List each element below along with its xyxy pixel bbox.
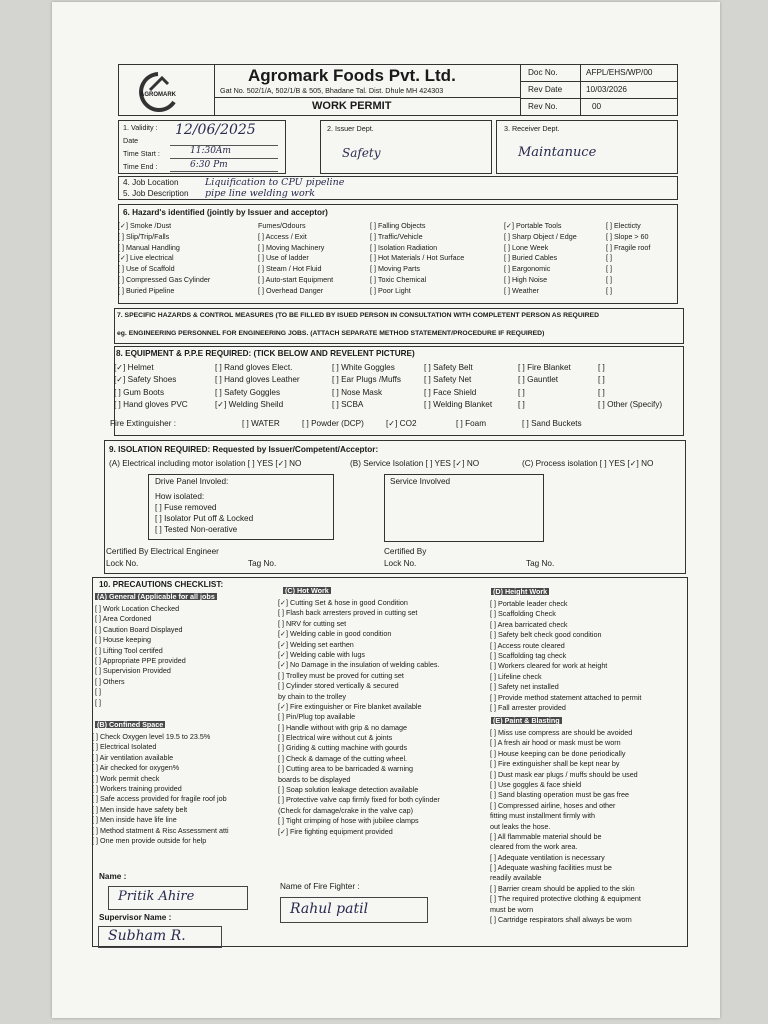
height-work-section-title: (D) Height Work <box>493 587 548 596</box>
hazard-option-4[interactable]: [ ] <box>606 253 612 263</box>
hot-work-check-17[interactable]: [ ] Cutting area to be barricaded & warning <box>278 764 414 774</box>
height-work-check-2[interactable]: [ ] Scaffolding Check <box>490 609 556 619</box>
hazard-option-3[interactable]: [ ] Lone Week <box>504 242 549 252</box>
general-check-3[interactable]: [ ] Caution Board Displayed <box>95 624 183 634</box>
date-value[interactable]: 12/06/2025 <box>175 122 256 138</box>
confined-check-4[interactable]: [ ] Air checked for oxygen% <box>92 763 180 773</box>
ppe-option-2[interactable]: [ ] <box>598 375 605 385</box>
hazard-option-4[interactable]: [ ] Use of ladder <box>258 253 309 263</box>
rev-date: 10/03/2026 <box>586 85 627 94</box>
hot-work-check-7[interactable]: [✓] No Damage in the insulation of welding cables. <box>278 660 440 670</box>
hazard-option-4[interactable]: [ ] Hot Materials / Hot Surface <box>370 253 465 263</box>
fire-sand-option[interactable]: [ ] Sand Buckets <box>522 419 582 428</box>
general-check-1[interactable]: [ ] Work Location Checked <box>95 604 180 613</box>
ppe-option-1[interactable]: [ ] Fire Blanket <box>518 363 571 372</box>
fire-water-option[interactable]: [ ] WATER <box>242 419 280 428</box>
hazard-option-5[interactable]: [ ] Use of Scaffold <box>118 264 175 274</box>
confined-checklist <box>92 733 229 847</box>
hazard-option-1[interactable]: [✓] Smoke /Dust <box>118 221 172 230</box>
fire-co2-option[interactable]: [✓] CO2 <box>386 419 417 428</box>
ppe-col-3 <box>332 364 401 414</box>
paint-check-13[interactable]: [ ] Adequate ventilation is necessary <box>490 852 605 862</box>
ppe-option-1[interactable]: [ ] Rand gloves Elect. <box>215 363 293 372</box>
paint-checklist <box>490 729 641 926</box>
hazards-col-3 <box>370 222 464 298</box>
height-work-check-4[interactable]: [ ] Safety belt check good condition <box>490 630 602 640</box>
hazard-option-5[interactable]: [ ] <box>606 264 612 274</box>
issuer-dept-value[interactable]: Safety <box>342 146 381 160</box>
job-box <box>118 176 678 200</box>
ppe-option-4[interactable]: [✓] Welding Sheild <box>215 400 284 410</box>
hazard-option-2[interactable]: [ ] Traffic/Vehicle <box>370 231 423 241</box>
ppe-col-1 <box>114 364 188 414</box>
supervisor-value: Subham R. <box>108 928 186 944</box>
height-work-check-8[interactable]: [ ] Lifeline check <box>490 671 542 681</box>
hazard-option-7[interactable]: [ ] Poor Light <box>370 285 411 295</box>
confined-check-10[interactable]: [ ] Method statment & Risc Assessment atti <box>92 825 229 835</box>
paint-section-title: (E) Paint & Blasting <box>493 716 560 725</box>
hot-work-check-4[interactable]: [✓] Welding cable in good condition <box>278 629 392 639</box>
ppe-option-1[interactable]: [ ] Safety Belt <box>424 363 473 372</box>
paint-check-15[interactable]: readily available <box>490 873 542 883</box>
tag-no-label-2: Tag No. <box>526 559 555 568</box>
hot-work-check-23[interactable]: [✓] Fire fighting equipment provided <box>278 826 393 836</box>
doc-no: AFPL/EHS/WP/00 <box>586 68 653 77</box>
paint-check-18[interactable]: must be worn <box>490 904 534 914</box>
hazard-option-4[interactable]: [✓] Live electrical <box>118 253 174 263</box>
rev-no-label: Rev No. <box>528 102 558 111</box>
ppe-title: 8. EQUIPMENT & P.P.E REQUIRED: (TICK BELOW AND REVELENT PICTURE) <box>116 349 415 358</box>
ppe-option-1[interactable]: [✓] Helmet <box>114 363 154 372</box>
hazard-option-1[interactable]: [ ] Falling Objects <box>370 221 426 230</box>
time-start-label: Time Start : <box>123 149 160 158</box>
company-name: Agromark Foods Pvt. Ltd. <box>248 66 456 85</box>
paint-check-3[interactable]: [ ] House keeping can be done periodically <box>490 748 626 758</box>
confined-check-8[interactable]: [ ] Men inside have safety belt <box>92 804 188 814</box>
certified-by-label: Certified By <box>384 547 427 556</box>
confined-check-2[interactable]: [ ] Electrical Isolated <box>92 742 157 752</box>
paint-check-12[interactable]: cleared from the work area. <box>490 842 578 852</box>
ppe-col-5 <box>518 364 571 414</box>
how-isolated-label: How isolated: <box>155 492 205 501</box>
receiver-dept-label: 3. Receiver Dept. <box>504 124 560 133</box>
general-check-4[interactable]: [ ] House keeping <box>95 635 151 645</box>
general-check-9[interactable]: [ ] <box>95 687 101 697</box>
supervisor-label: Supervisor Name : <box>99 913 172 922</box>
fire-fighter-label: Name of Fire Fighter : <box>280 882 360 891</box>
form-title: WORK PERMIT <box>312 100 392 112</box>
hazard-option-1[interactable]: [ ] Electicty <box>606 221 641 230</box>
confined-check-11[interactable]: [ ] One men provide outside for help <box>92 835 207 845</box>
ppe-option-2[interactable]: [✓] Safety Shoes <box>114 375 177 385</box>
paint-check-19[interactable]: [ ] Cartridge respirators shall always be worn <box>490 915 632 925</box>
paint-check-14[interactable]: [ ] Adequate washing facilities must be <box>490 863 612 873</box>
hot-work-check-9[interactable]: [ ] Cylinder stored vertically & secured <box>278 681 399 691</box>
specific-hazards-line-1: 7. SPECIFIC HAZARDS & CONTROL MEASURES (TO BE FILLED BY ISUED PERSON IN CONSULTATION WITH COMPLETENT PERSON AS REQUIRED <box>117 312 599 319</box>
hot-work-check-1[interactable]: [✓] Cutting Set & hose in good Condition <box>278 598 408 607</box>
name-value: Pritik Ahire <box>118 889 195 904</box>
hazard-option-3[interactable]: [ ] Manual Handling <box>118 242 180 252</box>
hazard-option-7[interactable]: [ ] Overhead Danger <box>258 285 324 295</box>
ppe-option-4[interactable]: [ ] SCBA <box>332 400 364 410</box>
job-description-value[interactable]: pipe line welding work <box>205 188 315 199</box>
rev-date-label: Rev Date <box>528 85 563 94</box>
tested-option[interactable]: [ ] Tested Non-oerative <box>155 525 238 534</box>
general-check-5[interactable]: [ ] Lifting Tool certifed <box>95 645 163 655</box>
hazard-option-7[interactable]: [ ] <box>606 285 612 295</box>
height-work-check-9[interactable]: [ ] Safety net installed <box>490 682 559 692</box>
fire-powder-option[interactable]: [ ] Powder (DCP) <box>302 419 364 428</box>
hazards-col-5 <box>606 222 650 298</box>
confined-check-9[interactable]: [ ] Men inside have life line <box>92 815 177 825</box>
height-work-checklist <box>490 600 641 714</box>
ppe-option-2[interactable]: [ ] Ear Plugs /Muffs <box>332 375 402 385</box>
hazard-option-7[interactable]: [ ] Weather <box>504 285 540 295</box>
hot-work-checklist <box>278 599 440 838</box>
height-work-check-1[interactable]: [ ] Portable leader check <box>490 599 568 608</box>
confined-check-6[interactable]: [ ] Workers training provided <box>92 783 182 793</box>
height-work-check-6[interactable]: [ ] Scaffolding tag check <box>490 650 567 660</box>
time-end-value[interactable]: 6:30 Pm <box>190 160 228 170</box>
rev-no: 00 <box>592 102 602 111</box>
confined-check-1[interactable]: [ ] Check Oxygen level 19.5 to 23.5% <box>92 732 211 741</box>
paint-check-17[interactable]: [ ] The required protective clothing & equipment <box>490 894 641 904</box>
isolation-title: 9. ISOLATION REQUIRED: Requested by Issuer/Competent/Acceptor: <box>109 445 379 454</box>
general-check-7[interactable]: [ ] Supervision Provided <box>95 666 171 676</box>
logo-text: AGROMARK <box>140 92 176 98</box>
ppe-col-6 <box>598 364 662 414</box>
ppe-option-4[interactable]: [ ] Hand gloves PVC <box>114 400 188 410</box>
hot-work-check-19[interactable]: [ ] Soap solution leakage detection available <box>278 785 419 795</box>
hot-work-check-15[interactable]: [ ] Griding & cutting machine with gourds <box>278 743 408 753</box>
ppe-option-2[interactable]: [ ] Hand gloves Leather <box>215 375 300 385</box>
hazard-option-7[interactable]: [ ] Buried Pipeline <box>118 285 175 295</box>
ppe-option-2[interactable]: [ ] Safety Net <box>424 375 472 385</box>
hazard-option-3[interactable]: [ ] Moving Machinery <box>258 242 325 252</box>
paint-check-4[interactable]: [ ] Fire extinguisher shall be kept near by <box>490 759 620 769</box>
hot-work-check-6[interactable]: [✓] Welding cable with lugs <box>278 649 365 659</box>
hazard-option-6[interactable]: [ ] Auto-start Equipment <box>258 274 334 284</box>
paint-check-6[interactable]: [ ] Use goggles & face shield <box>490 779 582 789</box>
ppe-option-3[interactable]: [ ] Nose Mask <box>332 387 383 397</box>
time-start-value[interactable]: 11:30Am <box>190 146 231 156</box>
hot-work-check-12[interactable]: [ ] Pin/Plug top available <box>278 712 356 722</box>
ppe-option-3[interactable]: [ ] Face Shield <box>424 387 477 397</box>
electrical-isolation[interactable]: (A) Electrical including motor isolation [ ] YES [✓] NO <box>109 459 302 468</box>
hazards-col-1 <box>118 222 210 298</box>
hazard-option-2[interactable]: [ ] Slope > 60 <box>606 231 649 241</box>
hot-work-section-title: (C) Hot Work <box>285 586 329 595</box>
name-label: Name : <box>99 872 127 881</box>
confined-check-5[interactable]: [ ] Work permit check <box>92 773 160 783</box>
hazard-option-3[interactable]: [ ] Fragile roof <box>606 242 651 252</box>
doc-no-label: Doc No. <box>528 68 558 77</box>
general-section-title: (A) General (Applicable for all jobs <box>97 592 215 601</box>
confined-check-7[interactable]: [ ] Safe access provided for fragile roof job <box>92 794 227 804</box>
fire-fighter-value: Rahul patil <box>290 901 369 917</box>
ppe-option-3[interactable]: [ ] Safety Goggles <box>215 387 281 397</box>
company-address: Gat No. 502/1/A, 502/1/B & 505, Bhadane Tal. Dist. Dhule MH 424303 <box>220 86 444 95</box>
hazard-option-5[interactable]: [ ] Steam / Hot Fluid <box>258 264 322 274</box>
ppe-option-3[interactable]: [ ] <box>518 387 525 397</box>
hazard-option-5[interactable]: [ ] Moving Parts <box>370 264 420 274</box>
confined-check-3[interactable]: [ ] Air ventilation available <box>92 752 174 762</box>
ppe-col-4 <box>424 364 492 414</box>
fire-extinguisher-label: Fire Extinguisher : <box>110 419 176 428</box>
agromark-logo-icon <box>128 68 208 112</box>
ppe-option-3[interactable]: [ ] <box>598 387 605 397</box>
service-involved-label: Service Involved <box>390 477 451 486</box>
hot-work-check-14[interactable]: [ ] Electrical wire without cut & joints <box>278 733 393 743</box>
paint-check-11[interactable]: [ ] All flammable material should be <box>490 831 602 841</box>
receiver-dept-value[interactable]: Maintanuce <box>518 145 597 160</box>
tag-no-label-1: Tag No. <box>248 559 277 568</box>
process-isolation[interactable]: (C) Process isolation [ ] YES [✓] NO <box>522 459 654 468</box>
hot-work-check-20[interactable]: [ ] Protective valve cap firmly fixed for both cylinder <box>278 795 440 805</box>
paint-check-10[interactable]: out leaks the hose. <box>490 821 551 831</box>
general-check-2[interactable]: [ ] Area Cordoned <box>95 614 152 624</box>
hazard-option-1[interactable]: Fumes/Odours <box>258 221 306 230</box>
service-isolation[interactable]: (B) Service Isolation [ ] YES [✓] NO <box>350 459 480 468</box>
hot-work-check-18[interactable]: boards to be displayed <box>278 774 351 784</box>
paint-check-1[interactable]: [ ] Miss use compress are should be avoided <box>490 728 633 737</box>
height-work-check-10[interactable]: [ ] Provide method statement attached to permit <box>490 692 642 702</box>
hazard-option-6[interactable]: [ ] High Noise <box>504 274 548 284</box>
isolator-off-option[interactable]: [ ] Isolator Put off & Locked <box>155 514 254 523</box>
issuer-dept-label: 2. Issuer Dept. <box>327 124 374 133</box>
ppe-option-2[interactable]: [ ] Gauntlet <box>518 375 559 385</box>
job-location-value[interactable]: Liquification to CPU pipeline <box>205 177 345 188</box>
general-check-8[interactable]: [ ] Others <box>95 676 125 686</box>
fuse-removed-option[interactable]: [ ] Fuse removed <box>155 503 217 512</box>
hot-work-check-11[interactable]: [✓] Fire extinguisher or Fire blanket available <box>278 701 422 711</box>
hazards-title: 6. Hazard's identified (jointly by Issuer and acceptor) <box>123 208 328 217</box>
hot-work-check-22[interactable]: [ ] Tight crimping of hose with jubilee clamps <box>278 816 419 826</box>
hazard-option-6[interactable]: [ ] Compressed Gas Cylinder <box>118 274 211 284</box>
height-work-check-11[interactable]: [ ] Fall arrester provided <box>490 702 566 712</box>
ppe-col-2 <box>215 364 300 414</box>
height-work-check-7[interactable]: [ ] Workers cleared for work at height <box>490 661 608 671</box>
hot-work-check-5[interactable]: [✓] Welding set earthen <box>278 639 354 649</box>
drive-panel-label: Drive Panel Involed: <box>155 477 229 486</box>
confined-section-title: (B) Confined Space <box>97 720 164 729</box>
validity-label: 1. Validity : <box>123 123 158 132</box>
height-work-check-3[interactable]: [ ] Area barricated check <box>490 619 568 629</box>
ppe-option-4[interactable]: [ ] <box>518 400 525 410</box>
lock-no-label-2: Lock No. <box>384 559 417 568</box>
hot-work-check-16[interactable]: [ ] Check & damage of the cutting wheel. <box>278 753 408 763</box>
job-location-label: 4. Job Location <box>123 178 179 187</box>
specific-hazards-line-2: eg. ENGINEERING PERSONNEL FOR ENGINEERING JOBS. (ATTACH SEPARATE METHOD STATEMENT/PROCEDURE IF REQUIRED) <box>117 330 545 337</box>
paint-check-8[interactable]: [ ] Compressed airline, hoses and other <box>490 800 616 810</box>
paint-check-16[interactable]: [ ] Barrier cream should be applied to the skin <box>490 883 635 893</box>
hazards-col-2 <box>258 222 333 298</box>
precautions-title: 10. PRECAUTIONS CHECKLIST: <box>99 580 224 589</box>
date-label: Date <box>123 136 139 145</box>
hazard-option-2[interactable]: [ ] Slip/Trip/Falls <box>118 231 170 241</box>
hazard-option-2[interactable]: [ ] Sharp Object / Edge <box>504 231 577 241</box>
ppe-option-1[interactable]: [ ] White Goggles <box>332 363 395 372</box>
general-checklist <box>95 605 186 709</box>
paint-check-9[interactable]: fitting must installment firmly with <box>490 811 596 821</box>
hot-work-check-21[interactable]: (Check for damage/crake in the valve cap) <box>278 805 414 815</box>
hazard-option-1[interactable]: [✓] Portable Tools <box>504 221 562 230</box>
hazard-option-6[interactable]: [ ] <box>606 274 612 284</box>
hazard-option-3[interactable]: [ ] Isolation Radiation <box>370 242 438 252</box>
hazard-option-6[interactable]: [ ] Toxic Chemical <box>370 274 427 284</box>
fire-foam-option[interactable]: [ ] Foam <box>456 419 487 428</box>
hazard-option-2[interactable]: [ ] Access / Exit <box>258 231 307 241</box>
hot-work-check-10[interactable]: by chain to the trolley <box>278 691 346 701</box>
hot-work-check-3[interactable]: [ ] NRV for cutting set <box>278 618 347 628</box>
paint-check-5[interactable]: [ ] Dust mask ear plugs / muffs should be used <box>490 769 638 779</box>
ppe-option-3[interactable]: [ ] Gum Boots <box>114 387 165 397</box>
hazard-option-5[interactable]: [ ] Eargonomic <box>504 264 551 274</box>
time-end-label: Time End : <box>123 162 158 171</box>
general-check-6[interactable]: [ ] Appropriate PPE provided <box>95 655 186 665</box>
ppe-option-4[interactable]: [ ] Other (Specify) <box>598 400 663 410</box>
ppe-option-1[interactable]: [ ] <box>598 363 605 372</box>
paint-check-2[interactable]: [ ] A fresh air hood or mask must be worn <box>490 738 621 748</box>
paint-check-7[interactable]: [ ] Sand blasting operation must be gas free <box>490 790 630 800</box>
general-check-10[interactable]: [ ] <box>95 697 101 707</box>
job-description-label: 5. Job Description <box>123 189 189 198</box>
hot-work-check-2[interactable]: [ ] Flash back arresters proved in cutting set <box>278 608 418 618</box>
hazard-option-4[interactable]: [ ] Buried Cables <box>504 253 558 263</box>
hazards-col-4 <box>504 222 577 298</box>
certified-electrical-label: Certified By Electrical Engineer <box>106 547 219 556</box>
lock-no-label-1: Lock No. <box>106 559 139 568</box>
height-work-check-5[interactable]: [ ] Access route cleared <box>490 640 565 650</box>
hot-work-check-8[interactable]: [ ] Trolley must be proved for cutting set <box>278 670 404 680</box>
ppe-option-4[interactable]: [ ] Welding Blanket <box>424 400 493 410</box>
hot-work-check-13[interactable]: [ ] Handle without with grip & no damage <box>278 722 408 732</box>
